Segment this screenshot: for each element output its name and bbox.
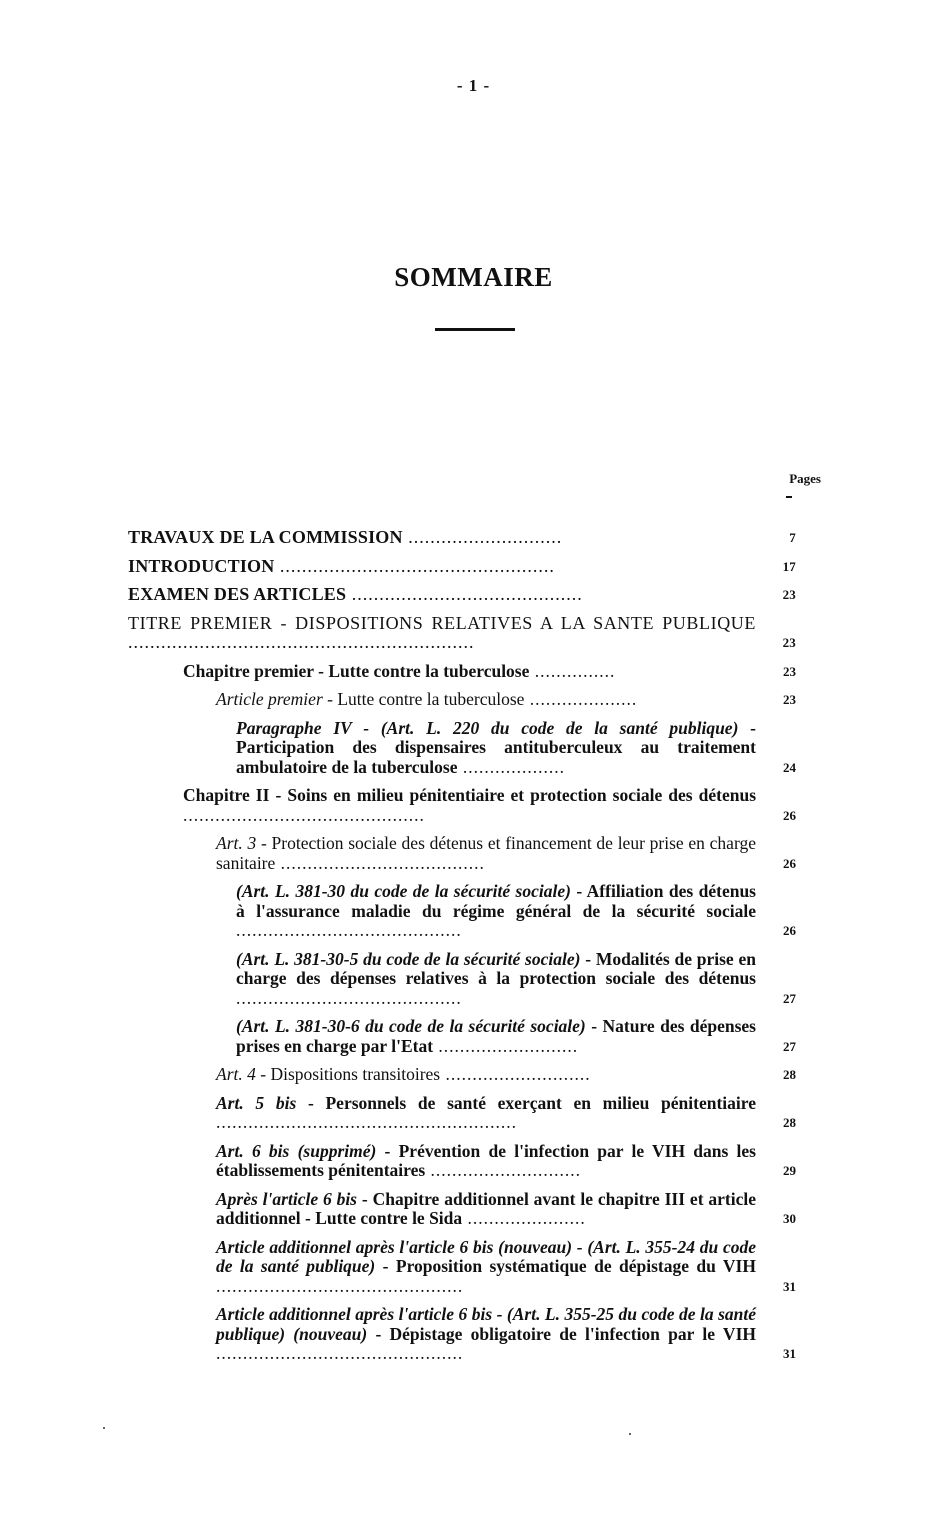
toc-entry (128, 614, 796, 653)
toc-entry-lead: Art. 4 (216, 1064, 256, 1084)
toc-page-number: 23 (783, 663, 796, 679)
toc-entry (128, 1190, 796, 1229)
toc-entry-lead: Après l'article 6 bis (216, 1188, 357, 1209)
toc-entry-text: - Prévention de l'infection par le VIH dans les établissements pénitentaires (216, 1140, 756, 1180)
toc-page-number: 23 (782, 587, 796, 602)
toc-page-number: 31 (783, 1346, 796, 1361)
toc-entry-text: - Dispositions transitoires (255, 1064, 441, 1084)
toc-entry-text: - Personnels de santé exerçant en milieu pénitentiaire (296, 1092, 756, 1113)
toc-page-number: 28 (783, 1067, 796, 1082)
toc-leader-dots: ...................................... (275, 852, 485, 873)
toc-leader-dots: ............................ (402, 527, 563, 547)
toc-page-number: 7 (789, 530, 796, 545)
toc-leader-dots: .......................................... (236, 920, 462, 940)
toc-entry (128, 1065, 796, 1085)
toc-entry (128, 719, 796, 778)
toc-entry (128, 690, 796, 710)
toc-leader-dots: ............................................................... (128, 632, 475, 652)
toc-entry-lead: Chapitre premier (183, 660, 314, 681)
page-number: - 1 - (456, 76, 491, 95)
toc-entry-lead: Article additionnel après l'article 6 bis - (Art. L. 355-25 du code de la santé publique) (nouveau) (216, 1304, 756, 1344)
toc-entry (128, 786, 796, 825)
toc-entry-text: - Modalités de prise en charge des dépenses relatives à la protection sociale des détenus (236, 948, 756, 988)
toc-entry-text: EXAMEN DES ARTICLES (128, 584, 347, 604)
toc-entry-text: - Dépistage obligatoire de l'infection par le VIH (367, 1323, 756, 1344)
toc-entry-lead: Art. 6 bis (supprimé) (216, 1140, 377, 1161)
toc-entry (128, 882, 796, 941)
toc-entry-text: - Lutte contre la tuberculose (313, 660, 530, 681)
toc-leader-dots: ................... (457, 756, 566, 777)
toc-page-number: 31 (783, 1278, 796, 1294)
toc-entry (128, 950, 796, 1009)
toc-page-number: 29 (783, 1163, 796, 1178)
toc-entry (128, 1142, 796, 1181)
toc-page-number: 26 (783, 923, 796, 938)
toc-entry-text: INTRODUCTION (128, 555, 275, 576)
toc-leader-dots: ........................................................ (216, 1112, 517, 1132)
toc-entry-lead: Paragraphe IV - (Art. L. 220 du code de la santé publique) (236, 717, 739, 738)
toc-entry-lead: (Art. L. 381-30 du code de la sécurité sociale) (236, 881, 571, 901)
toc-leader-dots: .................................................. (274, 555, 555, 576)
toc-page-number: 30 (783, 1211, 796, 1226)
pages-column-label: Pages (789, 471, 821, 486)
toc-entry-text: - Proposition systématique de dépistage du VIH (375, 1256, 756, 1276)
pages-column-dash (786, 496, 792, 498)
toc-page-number: 26 (783, 855, 796, 871)
toc-entry-text: - Chapitre additionnel avant le chapitre III et article additionnel - Lutte contre le Sida (216, 1188, 756, 1228)
toc-entry-text: TITRE PREMIER - DISPOSITIONS RELATIVES A LA SANTE PUBLIQUE (128, 612, 756, 633)
toc-entry-text: TRAVAUX DE LA COMMISSION (128, 527, 403, 547)
toc-entry-text: - Participation des dispensaires antituberculeux au traitement ambulatoire de la tuberculose (236, 717, 756, 777)
toc-entry-lead: Article additionnel après l'article 6 bis (nouveau) - (Art. L. 355-24 du code de la santé publique) (216, 1236, 756, 1276)
toc-leader-dots: ............... (529, 660, 616, 681)
toc-page-number: 23 (782, 635, 796, 650)
toc-leader-dots: .......................... (433, 1035, 579, 1056)
toc-leader-dots: .......................................... (236, 987, 462, 1008)
toc-entry-text: - Affiliation des détenus à l'assurance maladie du régime général de la sécurité sociale (236, 881, 756, 921)
toc-leader-dots: .................... (524, 689, 638, 709)
toc-leader-dots: .............................................. (216, 1343, 464, 1363)
toc-leader-dots: ...................... (462, 1208, 586, 1228)
toc-leader-dots: ............................................. (183, 804, 425, 825)
scan-speck (103, 1427, 105, 1429)
toc-entry-text: - Soins en milieu pénitentiaire et protection sociale des détenus (269, 785, 756, 805)
title-rule (435, 328, 515, 331)
toc-entry-lead: Article premier (216, 689, 323, 709)
toc-entry-lead: Chapitre II (183, 785, 270, 805)
toc-entry-lead: (Art. L. 381-30-5 du code de la sécurité sociale) (236, 948, 581, 969)
toc-entry (128, 1017, 796, 1056)
toc-page-number: 24 (783, 759, 796, 775)
toc-entry-lead: Art. 3 (216, 833, 257, 853)
toc-leader-dots: .......................................... (346, 584, 583, 604)
toc-leader-dots: ........................... (440, 1064, 591, 1084)
toc-entry (128, 528, 796, 548)
toc-entry (128, 585, 796, 605)
toc-entry-text: - Lutte contre la tuberculose (322, 689, 525, 709)
toc-entry-text: - Nature des dépenses prises en charge par l'Etat (236, 1016, 756, 1056)
toc-entry (128, 834, 796, 873)
toc-leader-dots: .............................................. (216, 1275, 464, 1296)
toc-entry (128, 557, 796, 577)
page-title: SOMMAIRE (394, 262, 553, 292)
toc-entry-lead: Art. 5 bis (216, 1092, 297, 1113)
toc-entry (128, 1238, 796, 1297)
toc-entry-lead: (Art. L. 381-30-6 du code de la sécurité sociale) (236, 1016, 586, 1036)
table-of-contents (128, 528, 796, 1373)
toc-leader-dots: ............................ (425, 1160, 582, 1180)
toc-page-number: 17 (782, 558, 796, 574)
toc-page-number: 28 (783, 1115, 796, 1130)
toc-page-number: 27 (783, 1038, 796, 1054)
scan-speck (629, 1433, 631, 1435)
toc-page-number: 26 (783, 807, 796, 823)
toc-entry-text: - Protection sociale des détenus et financement de leur prise en charge sanitaire (216, 833, 756, 873)
toc-entry (128, 662, 796, 682)
toc-page-number: 23 (783, 692, 796, 707)
toc-entry (128, 1094, 796, 1133)
toc-page-number: 27 (783, 990, 796, 1006)
toc-entry (128, 1305, 796, 1364)
